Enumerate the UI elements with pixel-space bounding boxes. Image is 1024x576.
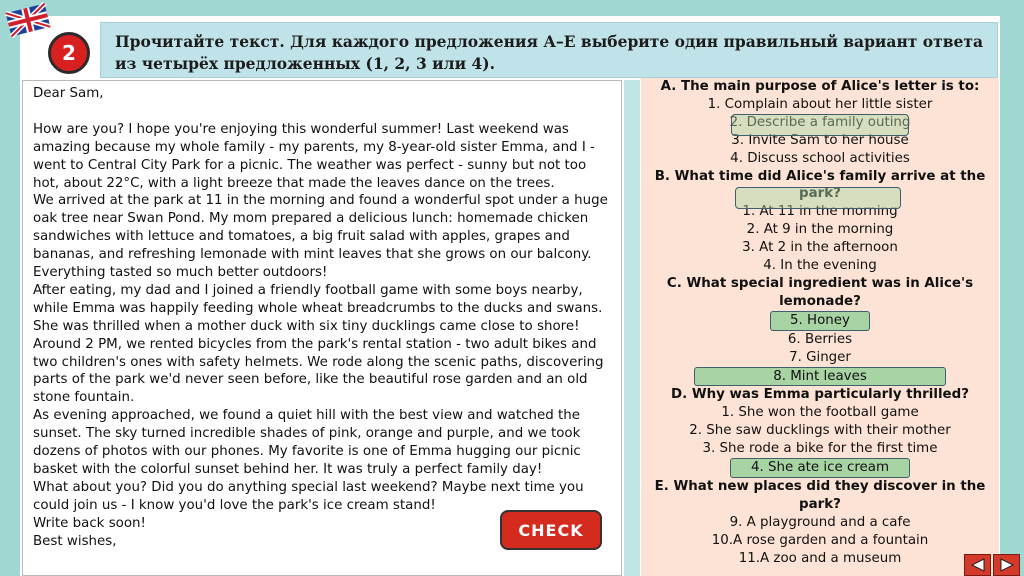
next-slide-button[interactable] — [993, 554, 1020, 576]
instruction-text: Прочитайте текст. Для каждого предложения А–Е выберите один правильный вариант ответа из четырёх предложенных (1, 2, 3 или 4). — [115, 32, 984, 73]
triangle-left-icon — [970, 558, 986, 572]
option-c2[interactable]: 6. Berries — [787, 331, 853, 347]
option-a2[interactable]: 2. Describe a family outing — [729, 114, 911, 130]
letter-paragraph: How are you? I hope you're enjoying this wonderful summer! Last weekend was amazing because my whole family - my parents, my 8-year-old sister Emma, and I - went to Central City Park for a picnic. The weather was perfect - sunny but not too hot, about 22°C, with a light breeze that made the leaves dance on the trees. — [33, 121, 595, 191]
top-frame — [0, 0, 1024, 16]
question-a: A. The main purpose of Alice's letter is to: — [660, 79, 980, 94]
letter-paragraph: What about you? Did you do anything special last weekend? Maybe next time you could join us - I know you'd love the park's ice cream stand! — [33, 479, 584, 513]
letter-paragraph: Write back soon! — [33, 515, 146, 531]
letter-greeting: Dear Sam, — [33, 86, 104, 101]
option-b2[interactable]: 2. At 9 in the morning — [746, 222, 894, 238]
option-a3[interactable]: 3. Invite Sam to her house — [731, 132, 909, 148]
option-b1[interactable]: 1. At 11 in the morning — [742, 204, 898, 220]
question-e: E. What new places did they discover in the park? — [654, 478, 986, 512]
triangle-right-icon — [999, 558, 1015, 572]
slide-navigation — [964, 554, 1020, 576]
instruction-header — [100, 22, 998, 78]
option-e3[interactable]: 11.A zoo and a museum — [738, 550, 902, 566]
answer-highlight-a[interactable] — [731, 114, 909, 136]
option-e2[interactable]: 10.A rose garden and a fountain — [711, 532, 929, 548]
right-frame — [1000, 0, 1024, 576]
question-d: D. Why was Emma particularly thrilled? — [671, 387, 969, 403]
letter-paragraph: We arrived at the park at 11 in the morning and found a wonderful spot under a huge oak tree near Swan Pond. My mom prepared a delicious lunch: homemade chicken sandwiches with lettuce and tomatoes, a big fruit salad with apples, grapes and bananas, and refreshing lemonade with mint leaves that she grows on our balcony. Everything tasted so much better outdoors! — [33, 193, 608, 281]
question-c: C. What special ingredient was in Alice's lemonade? — [666, 275, 974, 309]
option-a4[interactable]: 4. Discuss school activities — [730, 150, 910, 166]
questions-panel — [641, 78, 999, 576]
option-d1[interactable]: 1. She won the football game — [721, 405, 919, 421]
option-d4[interactable]: 4. She ate ice cream — [730, 458, 910, 478]
question-b: B. What time did Alice's family arrive at the park? — [654, 168, 986, 202]
letter-paragraph: As evening approached, we found a quiet hill with the best view and watched the sunset. The sky turned incredible shades of pink, orange and purple, and we took dozens of photos with our phones. My favorite is one of Emma hugging our picnic basket with the colorful sunset behind her. It was truly a perfect family day! — [33, 408, 581, 478]
scrollbar[interactable] — [624, 80, 640, 576]
left-frame — [0, 0, 20, 576]
letter-text-panel[interactable] — [22, 80, 622, 576]
option-a1[interactable]: 1. Complain about her little sister — [707, 96, 933, 112]
option-c4[interactable]: 8. Mint leaves — [694, 367, 946, 387]
letter-paragraph: Best wishes, — [33, 533, 117, 549]
uk-flag-icon — [4, 2, 52, 38]
option-d3[interactable]: 3. She rode a bike for the first time — [702, 441, 938, 457]
option-c3[interactable]: 7. Ginger — [789, 349, 851, 365]
option-b3[interactable]: 3. At 2 in the afternoon — [742, 240, 898, 256]
option-e1[interactable]: 9. A playground and a cafe — [729, 514, 911, 530]
option-c1[interactable]: 5. Honey — [770, 311, 870, 331]
answer-highlight-b[interactable] — [735, 187, 901, 209]
check-button[interactable]: CHECK — [500, 510, 602, 550]
letter-paragraph: After eating, my dad and I joined a friendly football game with some boys nearby, while Emma was happily feeding whole wheat breadcrumbs to the ducks and swans. She was thrilled when a mother duck with six tiny ducklings came close to shore! Around 2 PM, we rented bicycles from the park's rental station - two adult bikes and two children's ones with safety helmets. We rode along the scenic paths, discovering parts of the park we'd never seen before, like the beautiful rose garden and an old stone fountain. — [33, 282, 604, 406]
option-b4[interactable]: 4. In the evening — [763, 258, 877, 274]
task-number-badge: 2 — [48, 32, 90, 74]
previous-slide-button[interactable] — [964, 554, 991, 576]
option-d2[interactable]: 2. She saw ducklings with their mother — [689, 423, 951, 439]
